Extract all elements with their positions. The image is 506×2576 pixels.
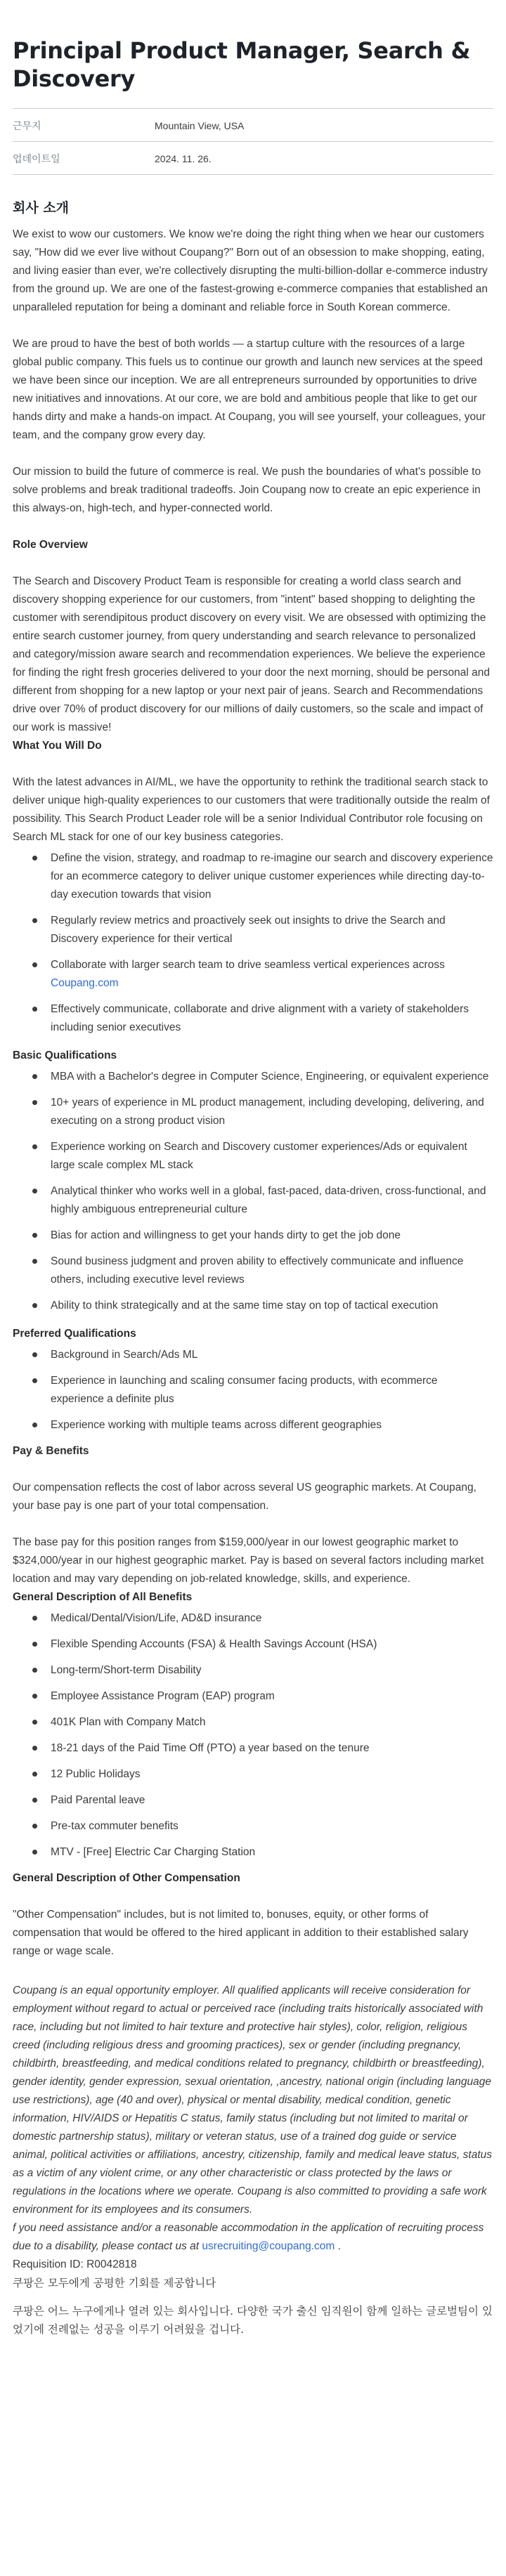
job-meta-table bbox=[13, 108, 493, 175]
what-you-do-heading: What You Will Do bbox=[13, 740, 102, 752]
accommodation-note: f you need assistance and/or a reasonable accommodation in the application of recruiting process due to a disability, please contact us at usrecruiting@coupang.com . bbox=[13, 2222, 484, 2252]
list-item: 18-21 days of the Paid Time Off (PTO) a year based on the tenure bbox=[13, 1739, 493, 1758]
list-item: Ability to think strategically and at the same time stay on top of tactical execution bbox=[13, 1297, 493, 1315]
list-item: Regularly review metrics and proactively seek out insights to drive the Search and Discovery experience for their vertical bbox=[13, 912, 493, 948]
coupang-link[interactable]: Coupang.com bbox=[51, 977, 119, 989]
meta-value: 2024. 11. 26. bbox=[155, 153, 212, 164]
list-item: 401K Plan with Company Match bbox=[13, 1713, 493, 1732]
page-title: Principal Product Manager, Search & Discovery bbox=[13, 37, 471, 92]
preferred-qualifications-list bbox=[13, 1346, 493, 1434]
list-item: Analytical thinker who works well in a global, fast-paced, data-driven, cross-functional, and highly ambiguous entrepreneurial culture bbox=[13, 1182, 493, 1219]
list-item: Long-term/Short-term Disability bbox=[13, 1661, 493, 1680]
role-overview-heading: Role Overview bbox=[13, 539, 88, 551]
list-item: MBA with a Bachelor's degree in Computer Science, Engineering, or equivalent experience bbox=[13, 1068, 493, 1086]
meta-value: Mountain View, USA bbox=[155, 120, 245, 131]
general-benefits-heading: General Description of All Benefits bbox=[13, 1591, 193, 1603]
company-intro-heading: 회사 소개 bbox=[13, 200, 70, 216]
list-item: Paid Parental leave bbox=[13, 1791, 493, 1810]
requisition-id: Requisition ID: R0042818 bbox=[13, 2258, 137, 2270]
list-item: Experience in launching and scaling consumer facing products, with ecommerce experience a definite plus bbox=[13, 1372, 493, 1408]
list-item: Background in Search/Ads ML bbox=[13, 1346, 493, 1364]
list-item: MTV - [Free] Electric Car Charging Station bbox=[13, 1843, 493, 1862]
list-item: Pre-tax commuter benefits bbox=[13, 1817, 493, 1836]
list-item: Experience working on Search and Discovery customer experiences/Ads or equivalent large scale complex ML stack bbox=[13, 1138, 493, 1175]
what-you-do-list bbox=[13, 849, 493, 1037]
company-intro-paragraph: We exist to wow our customers. We know we're doing the right thing when we hear our customers say, "How did we ever live without Coupang?" Born out of an obsession to make shopping, eating, and living easier than ever, we're collectively disrupting the multi-billion-dollar e-commerce industry from the ground up. We are one of the fastest-growing e-commerce companies that established an unparalleled reputation for being a dominant and reliable force in South Korean commerce. bbox=[13, 228, 488, 313]
basic-qualifications-heading: Basic Qualifications bbox=[13, 1050, 117, 1061]
pay-paragraph: The base pay for this position ranges from $159,000/year in our lowest geographic market to $324,000/year in our highest geographic market. Pay is based on several factors including market location and may vary depending on job-related knowledge, skills, and experience. bbox=[13, 1536, 484, 1585]
eeo-section bbox=[13, 1982, 493, 2339]
eeo-statement: Coupang is an equal opportunity employer. All qualified applicants will receive consideration for employment without regard to actual or perceived race (including traits historically associated with race, including but not limited to hair texture and protective hair styles), color, religion, religious creed (including religious dress and grooming practices), sex or gender (including pregnancy, childbirth, breastfeeding, and medical conditions related to pregnancy, childbirth or breastfeeding), gender identity, gender expression, sexual orientation, ,ancestry, national origin (including language use restrictions), age (40 and over), physical or mental disability, medical condition, genetic information, HIV/AIDS or Hepatitis C status, family status (including but not limited to marital or domestic partnership status), military or veteran status, use of a trained dog guide or service animal, political activities or affiliations, ancestry, citizenship, family and medical leave status, status as a victim of any violent crime, or any other characteristic or class protected by the laws or regulations in the locations where we operate. Coupang is also committed to providing a safe work environment for its employees and its consumers. bbox=[13, 1985, 493, 2216]
role-overview-paragraph: The Search and Discovery Product Team is responsible for creating a world class search and discovery shopping experience for our customers, from "intent" based shopping to delighting the customer with serendipitous product discovery on every visit. We are obsessed with optimizing the entire search customer journey, from query understanding and search relevance to personalized and category/mission aware search and recommendation experiences. We believe the experience for finding the right fresh groceries delivered to your door the next morning, should be personal and different from shopping for a new laptop or your next pair of jeans. Search and Recommendations drive over 70% of product discovery for our millions of daily customers, so the scale and impact of our work is massive! bbox=[13, 575, 490, 733]
other-compensation-paragraph: "Other Compensation" includes, but is not limited to, bonuses, equity, or other forms of compensation that would be offered to the hired applicant in addition to their established salary range or wage scale. bbox=[13, 1909, 469, 1957]
company-intro-paragraph: Our mission to build the future of commerce is real. We push the boundaries of what's possible to solve problems and break traditional tradeoffs. Join Coupang now to create an epic experience in this always-on, high-tech, and hyper-connected world. bbox=[13, 466, 481, 514]
pay-benefits-heading: Pay & Benefits bbox=[13, 1445, 89, 1457]
general-benefits-list bbox=[13, 1609, 493, 1862]
list-item: Medical/Dental/Vision/Life, AD&D insurance bbox=[13, 1609, 493, 1628]
pay-paragraph: Our compensation reflects the cost of labor across several US geographic markets. At Coupang, your base pay is one part of your total compensation. bbox=[13, 1482, 476, 1512]
closing-paragraph: 쿠팡은 어느 누구에게나 열려 있는 회사입니다. 다양한 국가 출신 임직원이 함께 일하는 글로벌팀이 있었기에 전례없는 성공을 이루기 어려웠을 겁니다. bbox=[13, 2305, 493, 2336]
list-item: Define the vision, strategy, and roadmap to re-imagine our search and discovery experience for an ecommerce category to deliver unique customer experiences while directing day-to-day execution towards that vision bbox=[13, 849, 493, 904]
meta-label: 근무지 bbox=[13, 120, 41, 131]
company-intro-paragraph: We are proud to have the best of both worlds — a startup culture with the resources of a large global public company. This fuels us to continue our growth and launch new services at the speed we have been since our inception. We are all entrepreneurs surrounded by opportunities to drive new initiatives and innovations. At our core, we are bold and ambitious people that like to get our hands dirty and make a hands-on impact. At Coupang, you will see yourself, your colleagues, your team, and the company grow every day. bbox=[13, 338, 486, 441]
list-item: Collaborate with larger search team to drive seamless vertical experiences across Coupang.com bbox=[13, 956, 493, 993]
recruiting-email-link[interactable]: usrecruiting@coupang.com bbox=[202, 2240, 335, 2252]
closing-headline: 쿠팡은 모두에게 공평한 기회를 제공합니다 bbox=[13, 2277, 216, 2289]
what-you-do-paragraph: With the latest advances in AI/ML, we have the opportunity to rethink the traditional search stack to deliver unique high-quality experiences to our customers that were traditionally outside the realm of possibility. This Search Product Leader role will be a senior Individual Contributor role focusing on Search ML stack for one of our key business categories. bbox=[13, 776, 490, 843]
list-item: Sound business judgment and proven ability to effectively communicate and influence others, including executive level reviews bbox=[13, 1253, 493, 1289]
list-item: 12 Public Holidays bbox=[13, 1765, 493, 1784]
meta-row-updated bbox=[13, 141, 493, 174]
list-item: Employee Assistance Program (EAP) program bbox=[13, 1687, 493, 1706]
list-item: Flexible Spending Accounts (FSA) & Health Savings Account (HSA) bbox=[13, 1635, 493, 1654]
meta-label: 업데이트일 bbox=[13, 153, 60, 164]
other-compensation-heading: General Description of Other Compensation bbox=[13, 1872, 240, 1884]
basic-qualifications-list bbox=[13, 1068, 493, 1315]
preferred-qualifications-heading: Preferred Qualifications bbox=[13, 1328, 136, 1340]
list-item: Experience working with multiple teams across different geographies bbox=[13, 1416, 493, 1434]
meta-row-location bbox=[13, 108, 493, 141]
list-item: 10+ years of experience in ML product management, including developing, delivering, and executing on a strong product vision bbox=[13, 1094, 493, 1130]
list-item: Bias for action and willingness to get your hands dirty to get the job done bbox=[13, 1227, 493, 1245]
list-item: Effectively communicate, collaborate and drive alignment with a variety of stakeholders including senior executives bbox=[13, 1000, 493, 1037]
